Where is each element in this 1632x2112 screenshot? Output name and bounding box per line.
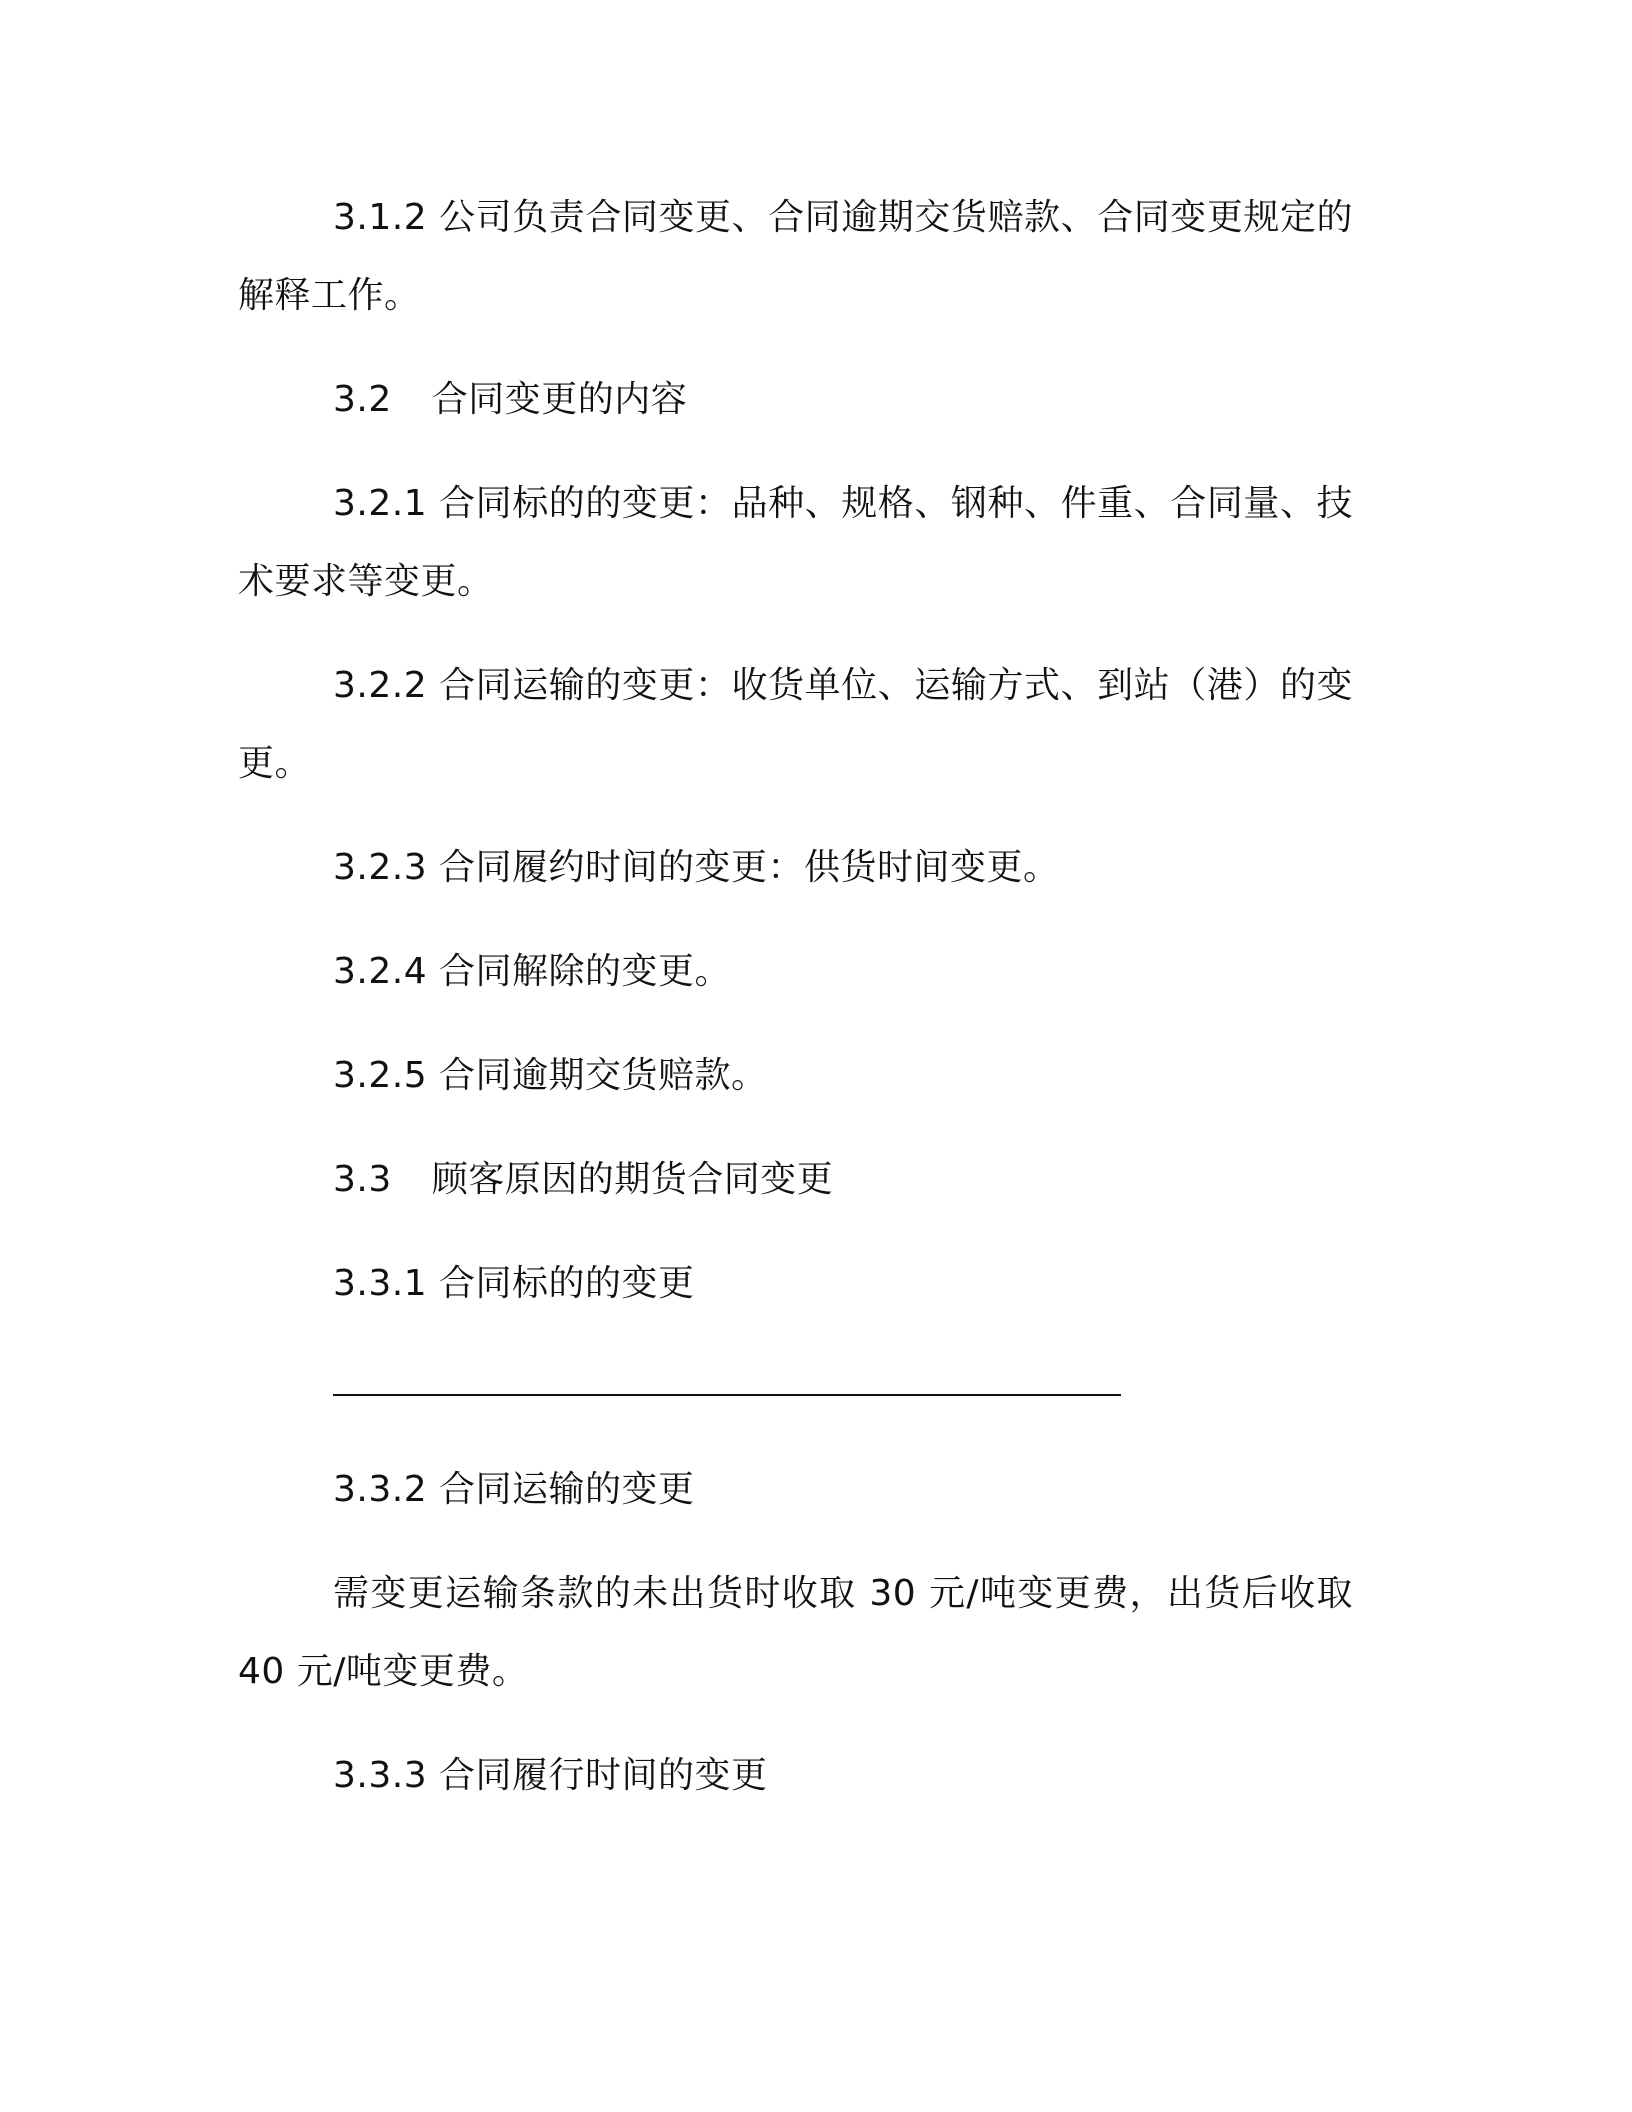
section-3-2-heading bbox=[333, 378, 687, 422]
section-title: 顾客原因的期货合同变更 bbox=[431, 1159, 834, 1200]
fee-clause-line-1: 需变更运输条款的未出货时收取 30 元/吨变更费，出货后收取 bbox=[333, 1573, 1353, 1614]
section-3-3-heading bbox=[333, 1158, 833, 1202]
clause-3-2-3: 3.2.3 合同履约时间的变更：供货时间变更。 bbox=[333, 847, 1060, 888]
clause-3-3-2: 3.3.2 合同运输的变更 bbox=[333, 1469, 695, 1510]
clause-3-2-5: 3.2.5 合同逾期交货赔款。 bbox=[333, 1055, 768, 1096]
section-number: 3.3 bbox=[333, 1159, 392, 1200]
section-number: 3.2 bbox=[333, 379, 392, 420]
clause-3-3-3: 3.3.3 合同履行时间的变更 bbox=[333, 1755, 768, 1796]
clause-3-2-1-line-2: 术要求等变更。 bbox=[238, 561, 494, 602]
fee-clause-line-2: 40 元/吨变更费。 bbox=[238, 1651, 529, 1692]
clause-3-1-2-line-1: 3.1.2 公司负责合同变更、合同逾期交货赔款、合同变更规定的 bbox=[333, 197, 1353, 238]
clause-3-3-1: 3.3.1 合同标的的变更 bbox=[333, 1263, 695, 1304]
clause-3-2-4: 3.2.4 合同解除的变更。 bbox=[333, 951, 732, 992]
clause-3-2-1-line-1: 3.2.1 合同标的的变更：品种、规格、钢种、件重、合同量、技 bbox=[333, 483, 1353, 524]
section-title: 合同变更的内容 bbox=[431, 379, 688, 420]
clause-3-2-2-line-1: 3.2.2 合同运输的变更：收货单位、运输方式、到站（港）的变 bbox=[333, 665, 1353, 706]
clause-3-1-2-line-2: 解释工作。 bbox=[238, 275, 421, 316]
clause-3-2-2-line-2: 更。 bbox=[238, 743, 312, 784]
fill-in-blank-line bbox=[333, 1394, 1121, 1396]
